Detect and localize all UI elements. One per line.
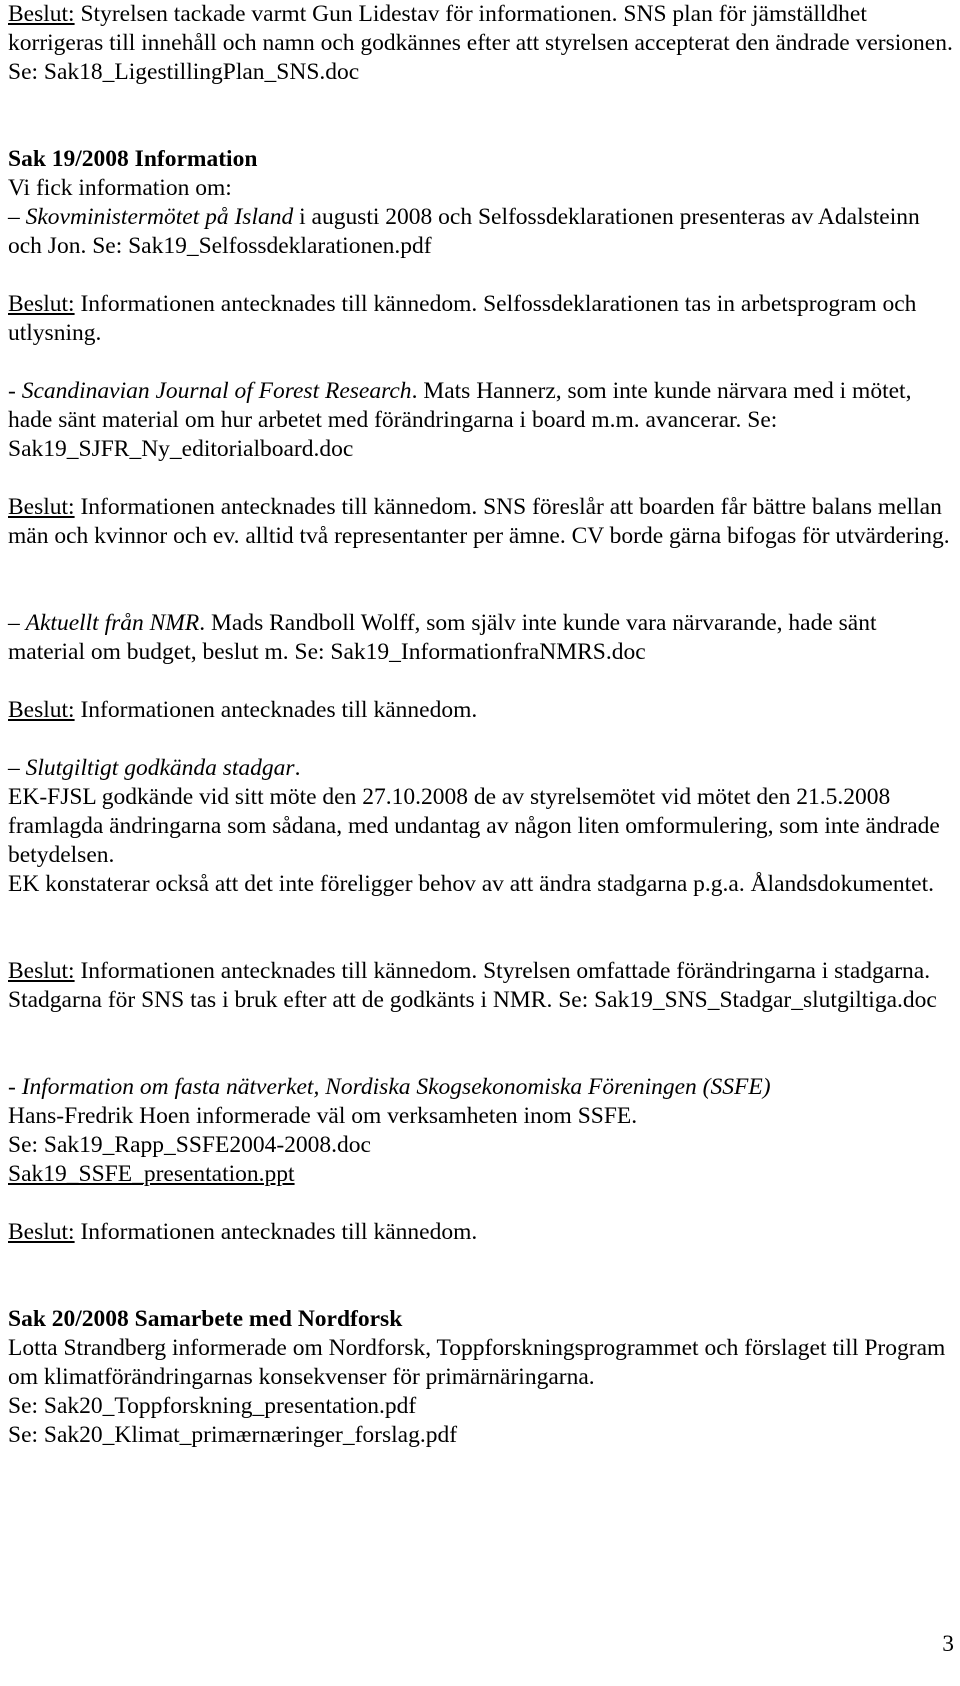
paragraph-text: Informationen antecknades till kännedom. SNS föreslår att boarden får bättre balans mellan män och kvinnor och ev. alltid två representanter per ämne. CV borde gärna bifogas för utvärdering. <box>8 494 950 549</box>
item-title-end: . <box>294 755 301 781</box>
beslut-label: Beslut: <box>8 1 75 27</box>
sak19-item-stadgar <box>8 754 953 899</box>
beslut-paragraph-1 <box>8 290 953 348</box>
beslut-paragraph-5 <box>8 1218 953 1247</box>
item-text: EK konstaterar också att det inte föreligger behov av att ändra stadgarna p.g.a. Ålandsdokumentet. <box>8 871 934 897</box>
file-reference-link: Sak19_SSFE_presentation.ppt <box>8 1161 295 1187</box>
beslut-paragraph-2 <box>8 493 953 551</box>
item-text: i augusti 2008 och Selfossdeklarationen presenteras av Adalsteinn och Jon. Se: Sak19_Selfossdeklarationen.pdf <box>8 204 920 259</box>
sak19-item-sjfr <box>8 377 953 464</box>
file-reference: Se: Sak20_Klimat_primærnæringer_forslag.pdf <box>8 1422 458 1448</box>
sak19-intro: Vi fick information om: <box>8 175 232 201</box>
item-text: . Mats Hannerz, som inte kunde närvara med i mötet, hade sänt material om hur arbetet med förändringarna i board m.m. avancerar. Se: Sak19_SJFR_Ny_editorialboard.doc <box>8 378 912 462</box>
page-number: 3 <box>942 1631 954 1657</box>
beslut-label: Beslut: <box>8 494 75 520</box>
dash-marker: – <box>8 755 26 781</box>
paragraph-text: Informationen antecknades till kännedom. <box>74 1219 478 1245</box>
paragraph-text: Informationen antecknades till kännedom. Selfossdeklarationen tas in arbetsprogram och utlysning. <box>8 291 917 346</box>
item-title: Aktuellt från NMR <box>25 610 200 636</box>
sak19-item-skovministermotet <box>8 203 953 261</box>
file-reference: Se: Sak19_Rapp_SSFE2004-2008.doc <box>8 1132 371 1158</box>
item-text: Hans-Fredrik Hoen informerade väl om verksamheten inom SSFE. <box>8 1103 638 1129</box>
sak19-heading: Sak 19/2008 Information <box>8 146 258 172</box>
paragraph-text: Styrelsen tackade varmt Gun Lidestav för informationen. SNS plan för jämställdhet korrigeras till innehåll och namn och godkännes efter att styrelsen accepterat den ändrade versionen. Se: Sak18_LigestillingPlan_SNS.doc <box>8 1 953 85</box>
item-title: Slutgiltigt godkända stadgar <box>25 755 295 781</box>
paragraph-text: Informationen antecknades till kännedom. Styrelsen omfattade förändringarna i stadgarna. Stadgarna för SNS tas i bruk efter att de godkänts i NMR. Se: Sak19_SNS_Stadgar_slutgiltiga.doc <box>8 958 937 1013</box>
beslut-label: Beslut: <box>8 697 75 723</box>
dash-marker: – <box>8 610 26 636</box>
beslut-label: Beslut: <box>8 958 75 984</box>
sak19-item-ssfe <box>8 1073 953 1189</box>
beslut-paragraph-3 <box>8 696 953 725</box>
item-title: Skovministermötet på Island <box>25 204 294 230</box>
item-title: - Information om fasta nätverket, Nordiska Skogsekonomiska Föreningen (SSFE) <box>8 1074 771 1100</box>
sak20-body <box>8 1334 953 1450</box>
paragraph-text: Lotta Strandberg informerade om Nordforsk, Toppforskningsprogrammet och förslaget till Program om klimatförändringarnas konsekvenser för primärnäringarna. <box>8 1335 946 1390</box>
sak20-heading: Sak 20/2008 Samarbete med Nordforsk <box>8 1306 403 1332</box>
item-title: - Scandinavian Journal of Forest Research <box>8 378 412 404</box>
item-text: . Mads Randboll Wolff, som själv inte kunde vara närvarande, hade sänt material om budget, beslut m. Se: Sak19_InformationfraNMRS.doc <box>8 610 877 665</box>
beslut-label: Beslut: <box>8 1219 75 1245</box>
item-text: EK-FJSL godkände vid sitt möte den 27.10.2008 de av styrelsemötet vid mötet den 21.5.2008 framlagda ändringarna som sådana, med undantag av någon liten omformulering, som inte ändrade betydelsen. <box>8 784 940 868</box>
sak19-item-nmr <box>8 609 953 667</box>
beslut-paragraph-sak18 <box>8 0 953 87</box>
dash-marker: – <box>8 204 26 230</box>
file-reference: Se: Sak20_Toppforskning_presentation.pdf <box>8 1393 417 1419</box>
beslut-label: Beslut: <box>8 291 75 317</box>
beslut-paragraph-4 <box>8 957 953 1015</box>
item-title-line <box>8 754 953 783</box>
paragraph-text: Informationen antecknades till kännedom. <box>74 697 478 723</box>
